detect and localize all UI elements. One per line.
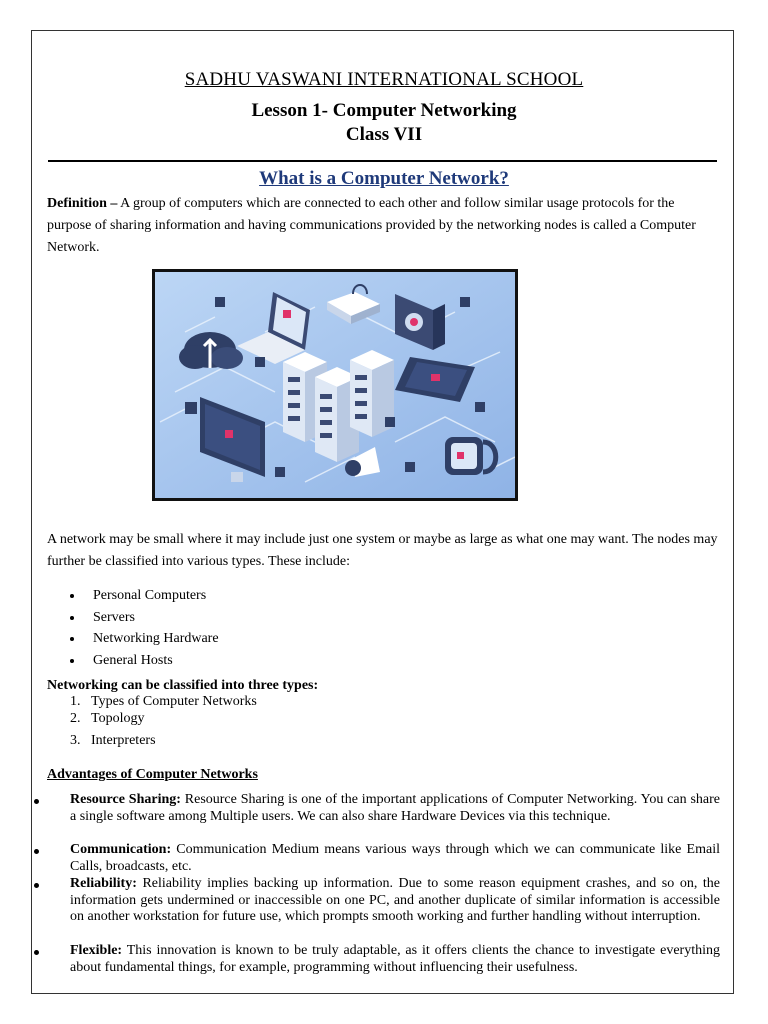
node-types-list — [70, 585, 219, 671]
list-item: Servers — [70, 607, 219, 629]
bullet-icon — [70, 637, 74, 641]
advantage-item: Flexible: This innovation is known to be truly adaptable, as it offers clients the chance to investigate everything about fundamental things, for example, programming without influencing their usefulness. — [70, 943, 720, 976]
list-item: 2. Topology — [70, 711, 145, 726]
definition-label: Definition – — [47, 196, 118, 211]
advantage-item: Communication: Communication Medium means various ways through which we can communicate like Email Calls, broadcasts, etc. — [70, 842, 720, 875]
advantages-title: Advantages of Computer Networks — [47, 767, 258, 782]
list-item: General Hosts — [70, 650, 219, 672]
lesson-title: Lesson 1- Computer Networking — [251, 100, 517, 121]
title-rule — [48, 160, 717, 162]
classification-title: Networking can be classified into three types: — [47, 678, 319, 693]
advantage-item: Resource Sharing: Resource Sharing is one of the important applications of Computer Networking. You can share a single software among Multiple users. We can also share Hardware Devices via this technique. — [70, 792, 720, 825]
school-name: SADHU VASWANI INTERNATIONAL SCHOOL — [184, 69, 584, 90]
network-illustration — [152, 269, 518, 501]
definition-text: A group of computers which are connected to each other and follow similar usage protocols for the purpose of sharing information and having communications provided by the networking nodes is called a Computer Network. — [47, 196, 696, 255]
class-label: Class VII — [345, 124, 423, 145]
advantage-item: Reliability: Reliability implies backing up information. Due to some reason equipment crashes, and so on, the information gets undermined or inaccessible on one PC, and another duplicate of similar information is accessible on another workstation for future use, which prompts smooth working and further handling without interruption. — [70, 876, 720, 926]
network-illustration-svg — [155, 272, 515, 498]
list-item: Personal Computers — [70, 585, 219, 607]
list-item: Networking Hardware — [70, 628, 219, 650]
bullet-icon — [34, 849, 39, 854]
bullet-icon — [34, 799, 39, 804]
list-item: 3. Interpreters — [70, 733, 156, 748]
section-title: What is a Computer Network? — [259, 168, 509, 189]
definition-paragraph — [47, 193, 720, 259]
bullet-icon — [70, 659, 74, 663]
bullet-icon — [34, 950, 39, 955]
bullet-icon — [34, 883, 39, 888]
list-item: 1. Types of Computer Networks — [70, 694, 257, 709]
bullet-icon — [70, 594, 74, 598]
network-paragraph: A network may be small where it may include just one system or maybe as large as what one may want. The nodes may further be classified into various types. These include: — [47, 532, 718, 569]
bullet-icon — [70, 616, 74, 620]
